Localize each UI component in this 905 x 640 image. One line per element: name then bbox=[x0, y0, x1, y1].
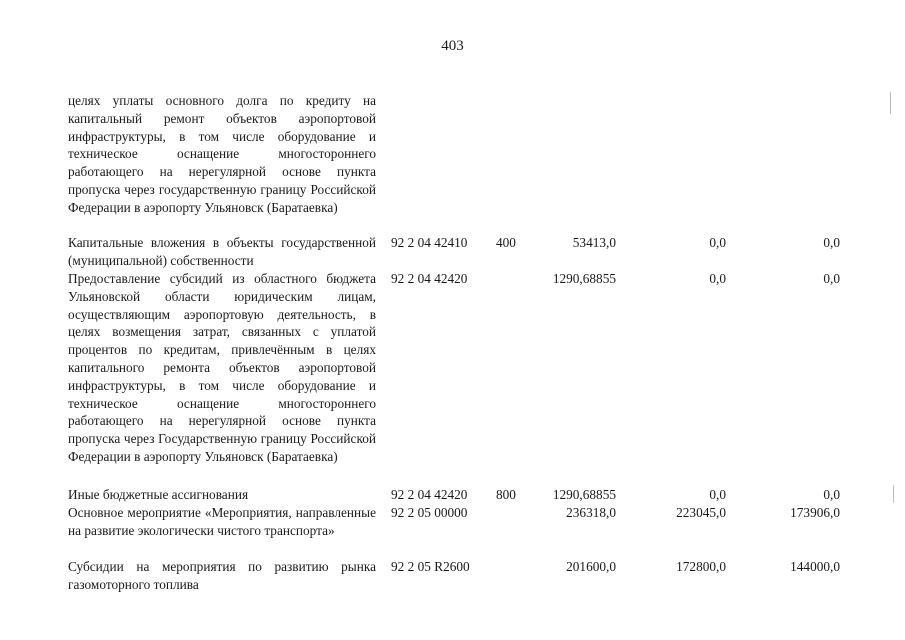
row-code: 92 2 04 42420 bbox=[391, 271, 468, 286]
row-value-3: 0,0 bbox=[823, 235, 840, 250]
table-row bbox=[68, 558, 858, 594]
row-description: Капитальные вложения в объекты государственной (муниципальной) собственности bbox=[68, 235, 376, 268]
row-description: Субсидии на мероприятия по развитию рынка газомоторного топлива bbox=[68, 559, 376, 592]
row-value-2: 172800,0 bbox=[676, 559, 726, 574]
row-expense-type: 800 bbox=[496, 487, 516, 502]
row-value-1: 236318,0 bbox=[566, 505, 616, 520]
row-value-2: 0,0 bbox=[709, 487, 726, 502]
row-description: Предоставление субсидий из областного бюджета Ульяновской области юридическим лицам, осуществляющим аэропортовую деятельность, в целях возмещения затрат, связанных с уплатой процентов по кредитам, привлечённым в целях капитального ремонта объектов аэропортовой инфраструктуры, в том числе оборудование и техническое оснащение многостороннего работающего на нерегулярной основе пункта пропуска через Государственную границу Российской Федерации в аэропорту Ульяновск (Баратаевка) bbox=[68, 271, 376, 464]
row-value-2: 0,0 bbox=[709, 271, 726, 286]
row-value-1: 201600,0 bbox=[566, 559, 616, 574]
table-row bbox=[68, 92, 858, 234]
row-expense-type: 400 bbox=[496, 235, 516, 250]
row-value-3: 0,0 bbox=[823, 271, 840, 286]
row-value-3: 0,0 bbox=[823, 487, 840, 502]
row-description: целях уплаты основного долга по кредиту на капитальный ремонт объектов аэропортовой инфраструктуры, в том числе оборудование и техническое оснащение многостороннего работающего на нерегулярной основе пункта пропуска через государственную границу Российской Федерации в аэропорту Ульяновск (Баратаевка) bbox=[68, 93, 376, 215]
table-row bbox=[68, 270, 858, 486]
row-description: Иные бюджетные ассигнования bbox=[68, 487, 249, 502]
budget-table bbox=[68, 92, 858, 594]
table-row bbox=[68, 234, 858, 270]
row-value-2: 223045,0 bbox=[676, 505, 726, 520]
row-value-3: 173906,0 bbox=[790, 505, 840, 520]
page-number: 403 bbox=[441, 38, 464, 54]
row-code: 92 2 04 42410 bbox=[391, 235, 468, 250]
row-value-1: 1290,68855 bbox=[552, 487, 616, 502]
row-code: 92 2 05 R2600 bbox=[391, 559, 470, 574]
row-code: 92 2 05 00000 bbox=[391, 505, 468, 520]
row-value-2: 0,0 bbox=[709, 235, 726, 250]
table-row bbox=[68, 504, 858, 558]
row-value-3: 144000,0 bbox=[790, 559, 840, 574]
row-value-1: 53413,0 bbox=[572, 235, 616, 250]
row-value-1: 1290,68855 bbox=[552, 271, 616, 286]
row-description: Основное мероприятие «Мероприятия, направленные на развитие экологически чистого транспорта» bbox=[68, 505, 376, 538]
scan-margin-mark bbox=[893, 485, 894, 503]
scan-margin-mark bbox=[890, 92, 891, 114]
row-code: 92 2 04 42420 bbox=[391, 487, 468, 502]
table-row bbox=[68, 486, 858, 504]
